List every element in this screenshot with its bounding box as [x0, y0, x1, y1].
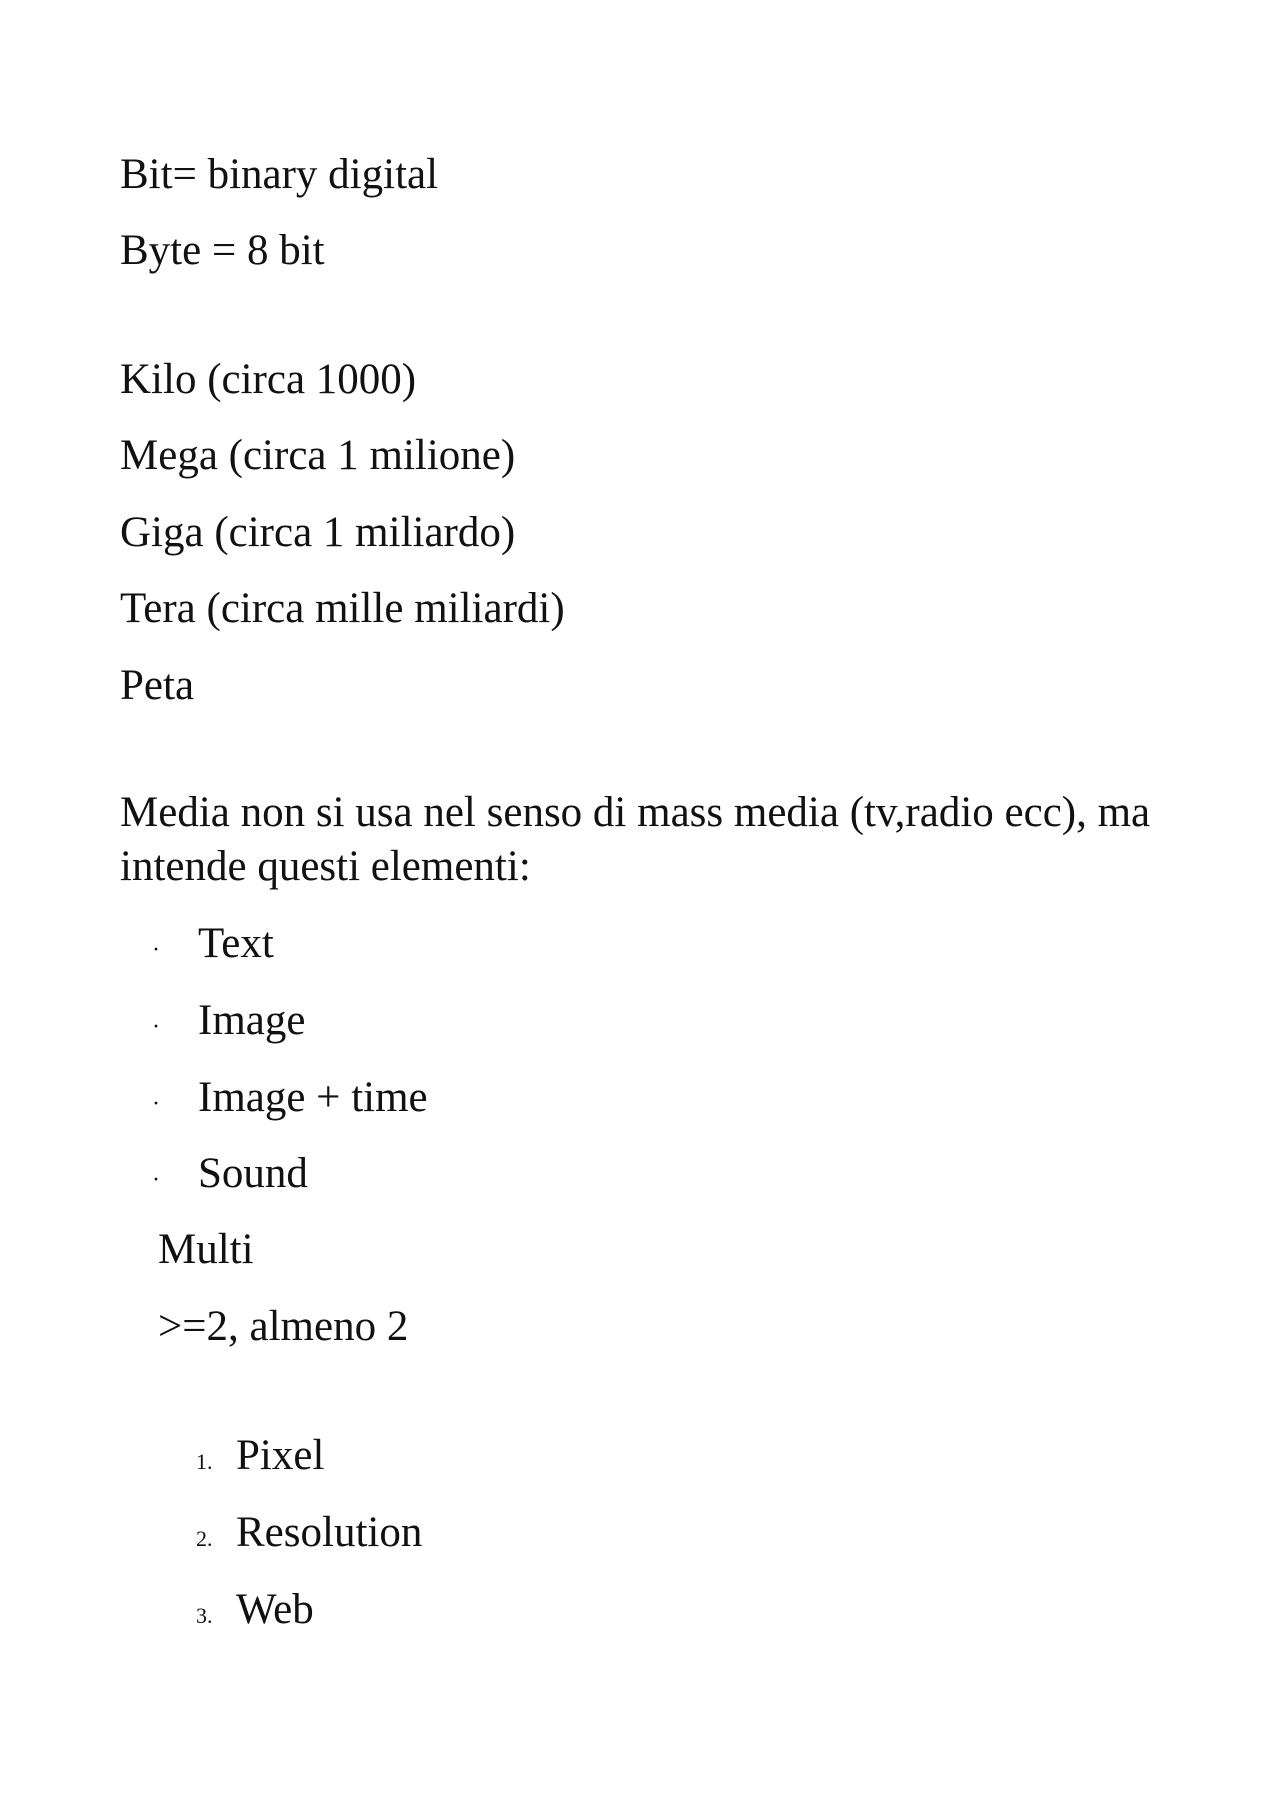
bit-definition: Bit= binary digital — [120, 151, 439, 198]
media-intro-paragraph: Media non si usa nel senso di mass media (tv,radio ecc), ma intende questi elementi: — [120, 789, 1151, 890]
numbered-list-item — [196, 1506, 422, 1566]
bullet-icon: · — [152, 937, 160, 963]
numbered-item-label: Pixel — [236, 1432, 325, 1479]
list-item — [152, 917, 274, 977]
list-item — [152, 1071, 428, 1131]
list-item-label: Text — [198, 920, 274, 967]
list-number: 1. — [196, 1449, 213, 1474]
list-number: 2. — [196, 1526, 213, 1551]
numbered-list-item — [196, 1429, 324, 1489]
prefix-giga: Giga (circa 1 miliardo) — [120, 509, 516, 556]
list-number: 3. — [196, 1603, 213, 1628]
byte-definition: Byte = 8 bit — [120, 227, 325, 274]
list-item — [152, 1147, 308, 1207]
bullet-icon: · — [152, 1091, 160, 1117]
prefix-peta: Peta — [120, 662, 195, 709]
prefix-tera: Tera (circa mille miliardi) — [120, 585, 565, 632]
numbered-item-label: Resolution — [236, 1509, 423, 1556]
multi-label: Multi — [158, 1226, 254, 1273]
bullet-icon: · — [152, 1014, 160, 1040]
list-item-label: Sound — [198, 1150, 308, 1197]
list-item-label: Image + time — [198, 1074, 428, 1121]
numbered-item-label: Web — [236, 1586, 314, 1633]
list-item — [152, 994, 305, 1054]
prefix-mega: Mega (circa 1 milione) — [120, 432, 516, 479]
bullet-icon: · — [152, 1167, 160, 1193]
list-item-label: Image — [198, 997, 306, 1044]
prefix-kilo: Kilo (circa 1000) — [120, 356, 417, 403]
multi-note: >=2, almeno 2 — [158, 1303, 409, 1350]
numbered-list-item — [196, 1583, 314, 1643]
